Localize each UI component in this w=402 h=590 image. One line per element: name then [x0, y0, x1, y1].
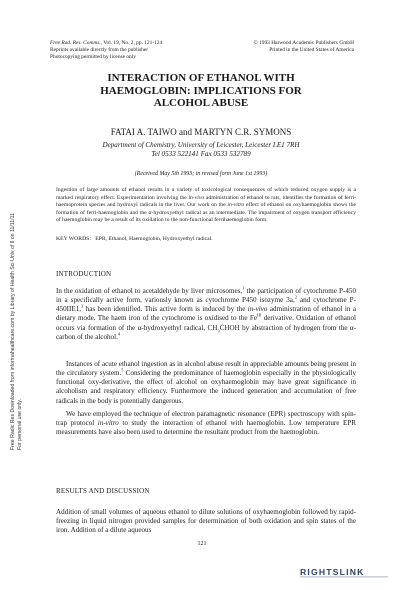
citation: 4 [117, 331, 121, 337]
affiliation-line-2: Tel 0533 522141 Fax 0533 532789 [151, 150, 251, 158]
copyright: © 1993 Harwood Academic Publishers GmbH [253, 40, 354, 46]
abstract-italic: in-vivo [188, 194, 205, 201]
subscript: 3 [217, 328, 220, 334]
superscript: III [257, 313, 262, 319]
results-paragraph-1: Addition of small volumes of aqueous ethanol to dilute solutions of oxyhaemoglobin followed by rapid-freezing in liquid nitrogen provided samples for determination of both oxidation and spin states of the iron. Addition of a dilute aqueous [56, 508, 356, 535]
intro-paragraph-2 [56, 360, 356, 406]
keywords [56, 236, 356, 243]
abstract [56, 187, 356, 225]
intro-paragraph-1 [56, 287, 356, 342]
title-line-1: INTERACTION OF ETHANOL WITH [107, 72, 295, 84]
abstract-italic: in-vitro [227, 202, 245, 209]
rightslink-logo [300, 566, 390, 578]
citation: 5 [121, 367, 124, 373]
text: We have employed the technique of electron paramagnetic resonance (EPR) spectroscopy with spin-trap protocol [56, 410, 356, 428]
citation: 3 [81, 303, 84, 309]
text: the participation of cytochrome P-450 in a specifically active form, variously known as cytochrome P450 isozyme 3a, [56, 287, 356, 305]
text: ĊHOH by abstraction of hydrogen from the α-carbon of the alcohol. [56, 323, 356, 341]
journal-name: Free Rad. Res. Comms. [50, 40, 101, 46]
authors: FATAI A. TAIWO and MARTYN C.R. SYMONS [110, 127, 292, 137]
affiliation [40, 141, 362, 159]
text: to study the interaction of ethanol with haemoglobin. Low temperature EPR measurements have also been used to determine the resultant product from the haemoglobin. [56, 419, 356, 437]
watermark-line-2: For personal use only. [17, 399, 23, 450]
citation: 1 [242, 285, 245, 291]
text: has been identified. This active form is induced by the [83, 305, 248, 314]
received-dates: (Received May 5th 1993; in revised form June 1st 1993) [134, 171, 268, 177]
page-number: 121 [197, 541, 207, 547]
italic-text: in-vitro [97, 419, 119, 428]
keywords-label: KEY WORDS: [56, 236, 91, 242]
paper-title [40, 72, 362, 110]
watermark-line-1: Free Radic Res Downloaded from informahealthcare.com by Library of Health Sci-Univ of Il on 11/11/11 [10, 212, 16, 450]
logo-underline [300, 577, 388, 578]
text: derivative. Oxidation of ethanol occurs via formation of the α-hydroxyethyl radical, CH [56, 314, 357, 332]
text: In the oxidation of ethanol to acetaldehyde by liver microsomes, [56, 287, 243, 295]
section-heading-results: RESULTS AND DISCUSSION [56, 487, 150, 495]
abstract-text: Ingestion of large amounts of ethanol results in a variety of toxicological consequences of which reduced oxygen supply is a marked respiratory effect. Experimentation involving the [56, 187, 356, 201]
keywords-text: EPR, Ethanol, Haemoglobin, Hydroxyethyl radical. [95, 236, 213, 242]
publisher-header [228, 40, 354, 54]
title-line-3: ALCOHOL ABUSE [153, 97, 249, 110]
citation: 2 [294, 294, 297, 300]
section-heading-introduction: INTRODUCTION [56, 270, 112, 278]
title-line-2: HAEMOGLOBIN: IMPLICATIONS FOR [100, 84, 302, 97]
text: Considering the predominance of haemoglobin especially in the physiologically functional oxy-derivative, the effect of alcohol on oxyhaemoglobin may have great significance in alcoholism and respiratory efficiency. Furthermore the induced generation and accumulation of free radicals in the body is potentially dangerous. [56, 369, 356, 405]
italic-text: in-vivo [247, 305, 268, 314]
rightslink-logo-text: RIGHTSLINK [300, 567, 365, 577]
abstract-text: effect of ethanol on oxyhaemoglobin shows the formation of ferri-haemoglobin and the α-hydroxyethyl radical as an intermediate. The impairment of oxygen transport efficiency of haemoglobin may be a result of its oxidation to the non-functional ferrihaemoglobin form. [56, 202, 357, 224]
reprints-note: Reprints available directly from the publisher [50, 46, 149, 53]
download-watermark [6, 150, 28, 450]
text: administration of ethanol in a dietary mode. The haem iron of the cytochrome is oxidised to the Fe [56, 305, 356, 323]
abstract-text: administration of ethanol to rats, identifies the formation of ferri-haemoprotein species and hydroxyl radicals in the liver. Our work on the [56, 194, 356, 209]
photocopy-note: Photocopying permitted by license only [50, 53, 136, 60]
journal-header [50, 40, 220, 60]
journal-volume: , Vol. 19, No. 2, pp. 121-124 [100, 40, 163, 46]
text: and cytochrome P-450IIE1, [56, 296, 356, 314]
affiliation-line-1: Department of Chemistry, University of Leicester, Leicester LE1 7RH [102, 141, 300, 149]
printed-note: Printed in the United States of America [269, 46, 354, 53]
text: Instances of acute ethanol ingestion as in alcohol abuse result in appreciable amounts being present in the circulatory system. [56, 360, 356, 378]
intro-paragraph-3 [56, 410, 356, 437]
